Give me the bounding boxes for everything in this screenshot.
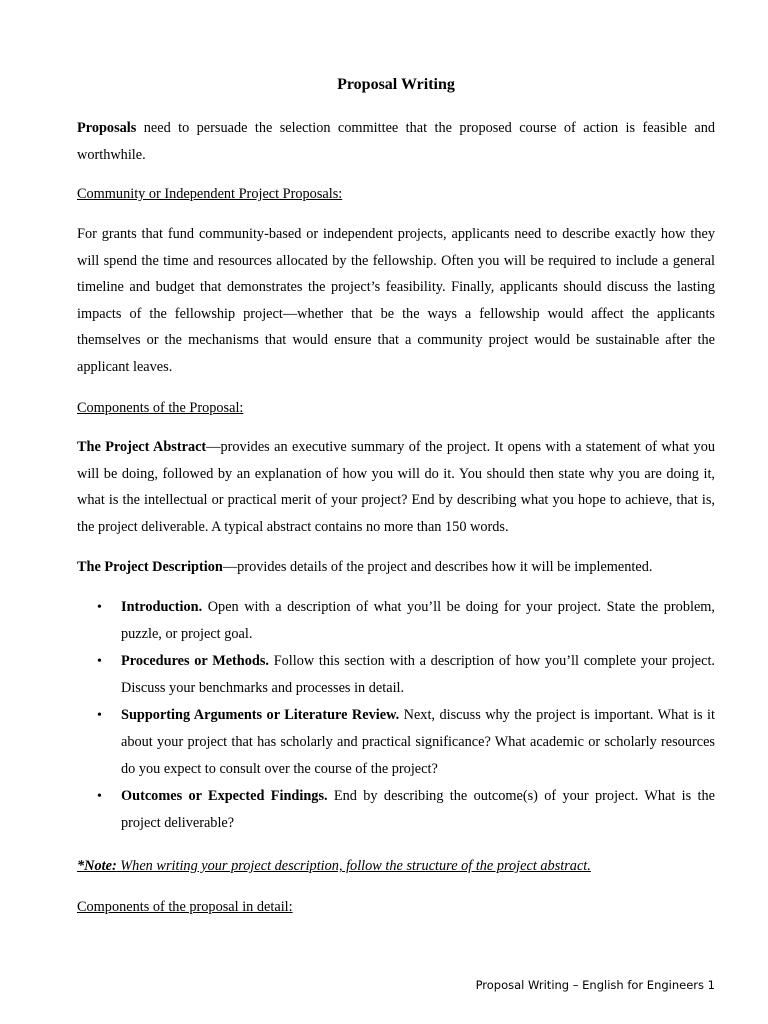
bullet-text: Next, discuss why the project is important. What is it about your project that has scholarly and practical significance? What academic or scholarly resources do you expect to consult over the course of the project? xyxy=(121,707,716,777)
list-item xyxy=(77,702,715,783)
bullet-icon: • xyxy=(97,654,102,669)
components-heading: Components of the Proposal: xyxy=(77,400,244,416)
bullet-text: Open with a description of what you’ll be doing for your project. State the problem, puzzle, or project goal. xyxy=(121,599,715,642)
bullet-lead: Supporting Arguments or Literature Review. xyxy=(121,707,400,723)
note-text: When writing your project description, follow the structure of the project abstract. xyxy=(116,858,591,874)
intro-lead: Proposals xyxy=(77,120,137,136)
intro-paragraph xyxy=(77,115,715,168)
abstract-paragraph xyxy=(77,434,715,540)
list-item xyxy=(77,648,715,702)
bullet-icon: • xyxy=(97,789,102,804)
list-item xyxy=(77,594,715,648)
bullet-icon: • xyxy=(97,708,102,723)
description-lead: The Project Description xyxy=(77,559,223,575)
abstract-lead: The Project Abstract xyxy=(77,439,207,455)
bullet-text: Follow this section with a description of how you’ll complete your project. Discuss your benchmarks and processes in detail. xyxy=(121,653,715,696)
community-heading: Community or Independent Project Proposals: xyxy=(77,186,343,202)
bullet-icon: • xyxy=(97,600,102,615)
detail-heading: Components of the proposal in detail: xyxy=(77,899,293,915)
description-text: —provides details of the project and describes how it will be implemented. xyxy=(222,559,653,575)
page-title: Proposal Writing xyxy=(337,76,455,93)
list-item xyxy=(77,783,715,837)
abstract-text: —provides an executive summary of the project. It opens with a statement of what you will be doing, followed by an explanation of how you will do it. You should then state why you are doing it, what is the intellectual or practical merit of your project? End by describing what you hope to achieve, that is, the project deliverable. A typical abstract contains no more than 150 words. xyxy=(77,439,715,535)
note-lead: *Note: xyxy=(77,858,117,874)
bullet-lead: Introduction. xyxy=(121,599,203,615)
bullet-text: End by describing the outcome(s) of your project. What is the project deliverable? xyxy=(121,788,715,831)
bullet-lead: Procedures or Methods. xyxy=(121,653,269,669)
intro-text: need to persuade the selection committee that the proposed course of action is feasible and worthwhile. xyxy=(77,120,715,163)
description-bullet-list xyxy=(77,594,715,837)
community-paragraph: For grants that fund community-based or independent projects, applicants need to describe exactly how they will spend the time and resources allocated by the fellowship. Often you will be required to include a general timeline and budget that demonstrates the project’s feasibility. Finally, applicants should discuss the lasting impacts of the fellowship project—whether that be the ways a fellowship would affect the applicants themselves or the mechanisms that would ensure that a community project would be sustainable after the applicant leaves. xyxy=(77,226,715,375)
description-paragraph xyxy=(77,554,715,581)
note-paragraph xyxy=(77,854,591,878)
page-footer: Proposal Writing – English for Engineers 1 xyxy=(475,978,715,992)
bullet-lead: Outcomes or Expected Findings. xyxy=(121,788,328,804)
